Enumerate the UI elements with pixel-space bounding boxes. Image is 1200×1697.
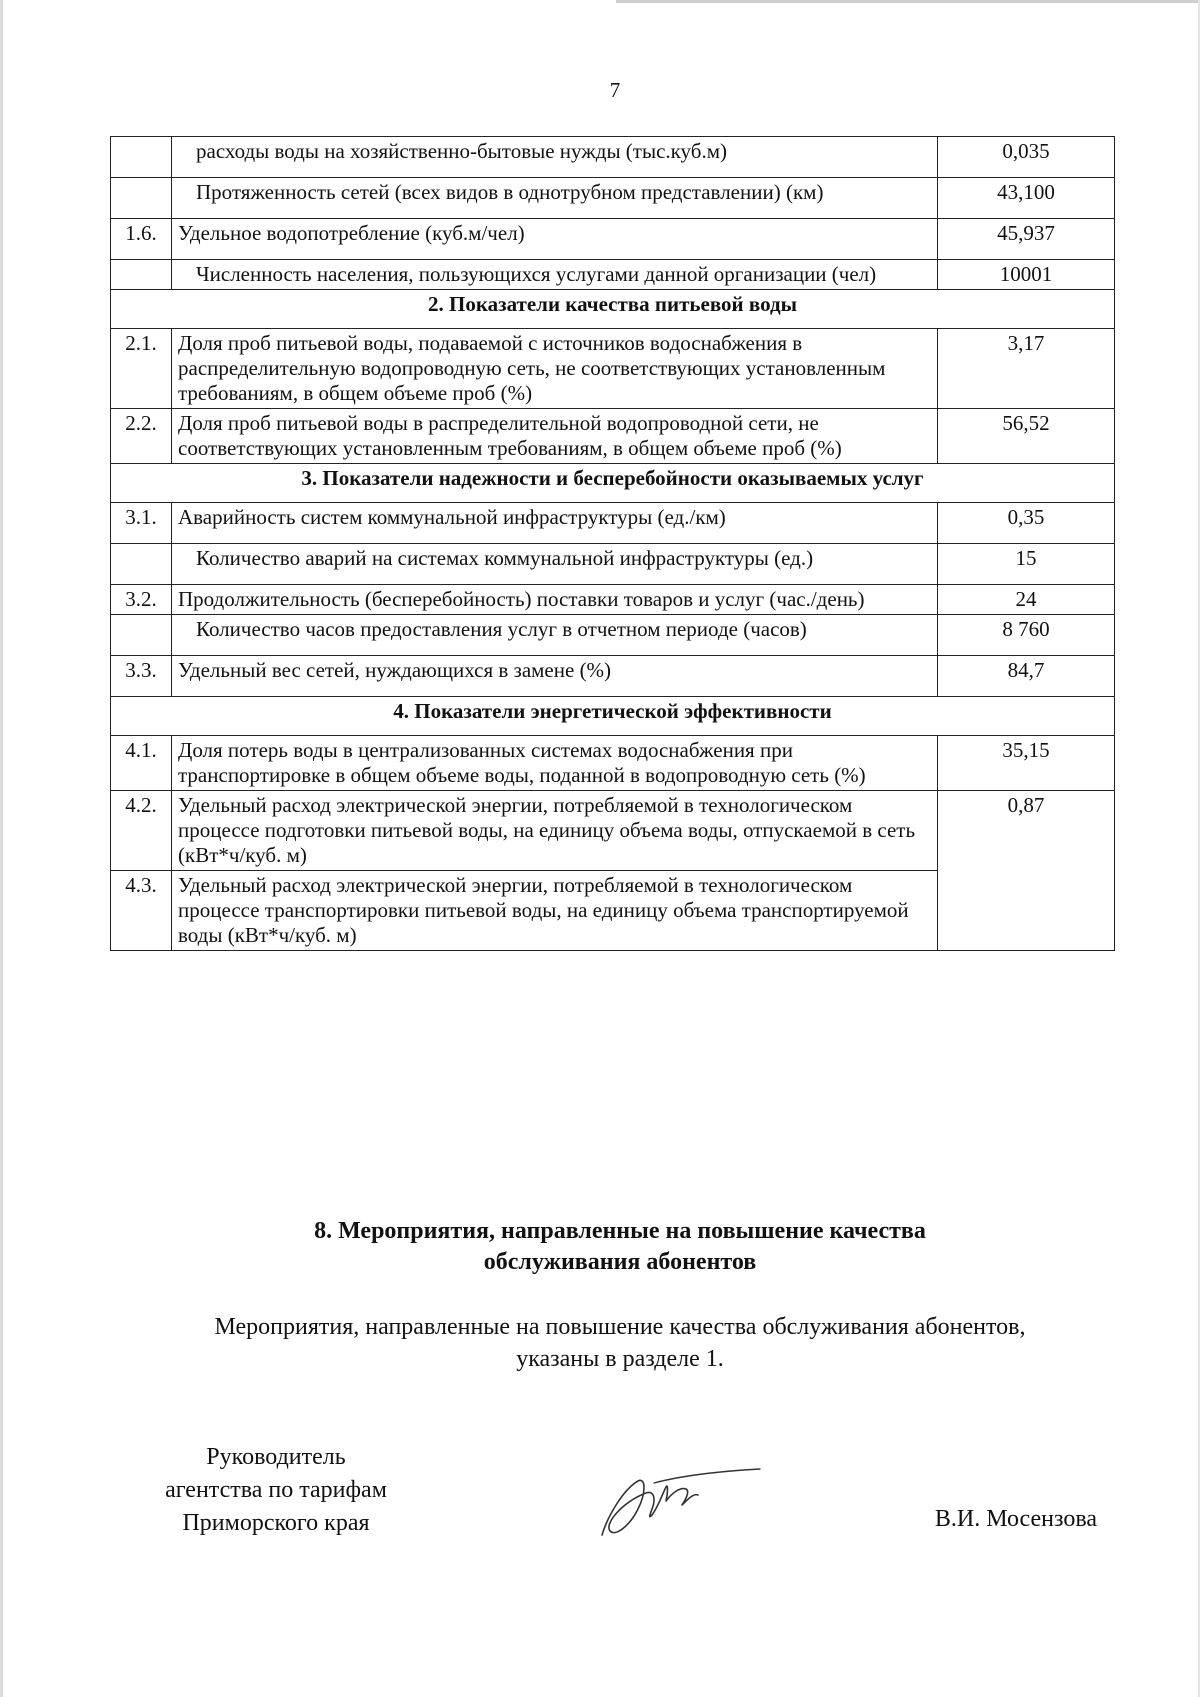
indicator-name: Удельное водопотребление (куб.м/чел) xyxy=(172,219,938,260)
row-number xyxy=(111,137,172,178)
row-number xyxy=(111,544,172,585)
row-number: 4.1. xyxy=(111,736,172,791)
indicator-value: 43,100 xyxy=(938,178,1115,219)
section8-text-line1: Мероприятия, направленные на повышение качества обслуживания абонентов, xyxy=(214,1314,1026,1340)
table-row xyxy=(111,178,1115,219)
row-number: 4.3. xyxy=(111,871,172,951)
table-row xyxy=(111,585,1115,615)
indicator-name: Продолжительность (бесперебойность) поставки товаров и услуг (час./день) xyxy=(172,585,938,615)
signatory-title-line2: агентства по тарифам xyxy=(165,1477,387,1503)
section-row xyxy=(111,697,1115,736)
indicator-value: 84,7 xyxy=(938,656,1115,697)
section8-heading xyxy=(120,1216,1120,1278)
table-row xyxy=(111,260,1115,290)
section8-text-line2: указаны в разделе 1. xyxy=(516,1346,724,1372)
table-row xyxy=(111,736,1115,791)
section-row xyxy=(111,290,1115,329)
indicators-table xyxy=(110,136,1115,951)
indicator-name: Удельный расход электрической энергии, потребляемой в технологическом процессе транспортировки питьевой воды, на единицу объема транспортируемой воды (кВт*ч/куб. м) xyxy=(172,871,938,951)
indicator-value: 15 xyxy=(938,544,1115,585)
indicator-value: 0,35 xyxy=(938,503,1115,544)
indicator-value: 35,15 xyxy=(938,736,1115,791)
row-number: 2.2. xyxy=(111,409,172,464)
table-row xyxy=(111,615,1115,656)
indicator-name: Удельный расход электрической энергии, потребляемой в технологическом процессе подготовки питьевой воды, на единицу объема воды, отпускаемой в сеть (кВт*ч/куб. м) xyxy=(172,791,938,871)
row-number: 2.1. xyxy=(111,329,172,409)
row-number: 4.2. xyxy=(111,791,172,871)
table-row xyxy=(111,503,1115,544)
indicator-value: 8 760 xyxy=(938,615,1115,656)
indicator-value: 0,035 xyxy=(938,137,1115,178)
section8-heading-line1: 8. Мероприятия, направленные на повышение качества xyxy=(314,1218,926,1244)
table-row xyxy=(111,409,1115,464)
section-title: 2. Показатели качества питьевой воды xyxy=(111,290,1115,329)
signatory-title-line3: Приморского края xyxy=(182,1510,370,1536)
table-row xyxy=(111,329,1115,409)
indicator-name: Доля потерь воды в централизованных системах водоснабжения при транспортировке в общем объеме воды, поданной в водопроводную сеть (%) xyxy=(172,736,938,791)
indicator-name: Количество аварий на системах коммунальной инфраструктуры (ед.) xyxy=(172,544,938,585)
indicator-name: Численность населения, пользующихся услугами данной организации (чел) xyxy=(172,260,938,290)
table-row xyxy=(111,791,1115,871)
signatory-title-line1: Руководитель xyxy=(206,1444,346,1470)
table-row xyxy=(111,137,1115,178)
table-row xyxy=(111,544,1115,585)
row-number: 3.1. xyxy=(111,503,172,544)
table-row xyxy=(111,656,1115,697)
section8-text xyxy=(115,1311,1125,1375)
indicator-value: 10001 xyxy=(938,260,1115,290)
indicator-name: Аварийность систем коммунальной инфраструктуры (ед./км) xyxy=(172,503,938,544)
indicator-name: расходы воды на хозяйственно-бытовые нужды (тыс.куб.м) xyxy=(172,137,938,178)
row-number xyxy=(111,178,172,219)
scan-edge-left xyxy=(0,0,3,1697)
indicator-value: 3,17 xyxy=(938,329,1115,409)
indicator-name: Протяженность сетей (всех видов в однотрубном представлении) (км) xyxy=(172,178,938,219)
indicator-value: 24 xyxy=(938,585,1115,615)
row-number xyxy=(111,615,172,656)
indicator-name: Количество часов предоставления услуг в отчетном периоде (часов) xyxy=(172,615,938,656)
signatory-title xyxy=(126,1441,426,1540)
handwritten-signature xyxy=(594,1453,764,1549)
scan-edge-top xyxy=(616,0,1200,3)
indicator-name: Удельный вес сетей, нуждающихся в замене (%) xyxy=(172,656,938,697)
indicator-value: 45,937 xyxy=(938,219,1115,260)
indicator-value: 56,52 xyxy=(938,409,1115,464)
section-title: 3. Показатели надежности и бесперебойности оказываемых услуг xyxy=(111,464,1115,503)
page-number: 7 xyxy=(609,78,621,102)
table-row xyxy=(111,219,1115,260)
indicator-name: Доля проб питьевой воды в распределительной водопроводной сети, не соответствующих установленным требованиям, в общем объеме проб (%) xyxy=(172,409,938,464)
row-number: 3.3. xyxy=(111,656,172,697)
indicator-value: 0,87 xyxy=(938,791,1115,951)
row-number xyxy=(111,260,172,290)
section8-heading-line2: обслуживания абонентов xyxy=(483,1249,757,1275)
indicator-name: Доля проб питьевой воды, подаваемой с источников водоснабжения в распределительную водопроводную сеть, не соответствующих установленным требованиям, в общем объеме проб (%) xyxy=(172,329,938,409)
row-number: 3.2. xyxy=(111,585,172,615)
row-number: 1.6. xyxy=(111,219,172,260)
signer-name: В.И. Мосензова xyxy=(934,1506,1097,1532)
section-row xyxy=(111,464,1115,503)
section-title: 4. Показатели энергетической эффективности xyxy=(111,697,1115,736)
